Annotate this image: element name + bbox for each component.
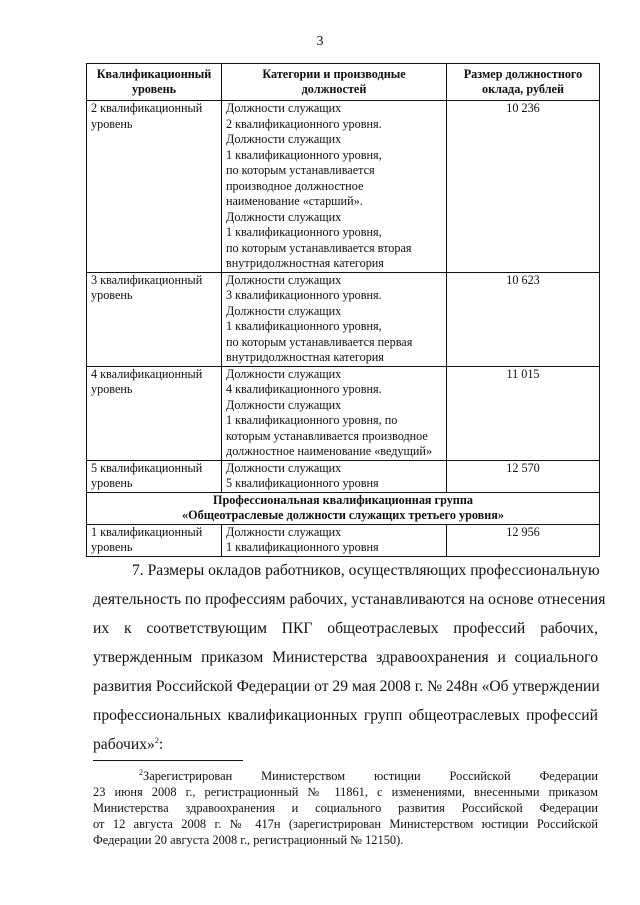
salary-cell: 12 956	[447, 524, 600, 556]
footnote-marker: 2	[139, 767, 143, 777]
paragraph-line: их к соответствующим ПКГ общеотраслевых профессий рабочих,	[93, 620, 598, 637]
category-line: внутридолжностная категория	[226, 256, 384, 270]
salary-cell: 10 623	[447, 272, 600, 366]
category-line: Должности служащих	[226, 366, 342, 381]
footnote-line: Министерства здравоохранения и социального развития Российской Федерации	[93, 801, 598, 815]
level-line: уровень	[91, 288, 133, 302]
group-header-line: «Общеотраслевые должности служащих третьего уровня»	[182, 508, 504, 522]
category-line: Должности служащих	[226, 397, 342, 412]
level-cell	[87, 524, 222, 556]
category-cell	[222, 101, 447, 273]
header-category-line: должностей	[301, 82, 367, 96]
table-row	[87, 272, 600, 366]
category-line: по которым устанавливается первая	[226, 334, 413, 349]
category-line: Должности служащих	[226, 132, 342, 146]
category-cell	[222, 272, 447, 366]
category-line: 1 квалификационного уровня, по	[226, 413, 398, 427]
level-line: уровень	[91, 476, 133, 490]
footnote	[93, 768, 598, 848]
table-row	[87, 101, 600, 273]
footnote-divider	[93, 760, 243, 761]
level-line: 5 квалификационный	[91, 460, 203, 475]
category-line: Должности служащих	[226, 303, 342, 318]
category-line: должностное наименование «ведущий»	[226, 444, 433, 458]
group-header-cell	[87, 492, 600, 524]
header-salary-line: Размер должностного	[463, 66, 583, 81]
category-line: которым устанавливается производное	[226, 428, 428, 443]
header-salary	[447, 64, 600, 101]
category-cell	[222, 366, 447, 460]
level-line: 4 квалификационный	[91, 366, 203, 381]
footnote-line: Зарегистрирован Министерством юстиции Российской Федерации	[143, 769, 598, 783]
category-line: Должности служащих	[226, 460, 342, 475]
level-cell	[87, 366, 222, 460]
category-line: Должности служащих	[226, 272, 342, 287]
footnote-line: от 12 августа 2008 г. № 417н (зарегистрирован Министерством юстиции Российской	[93, 817, 598, 831]
paragraph-line: рабочих»	[93, 736, 155, 753]
header-category	[222, 64, 447, 101]
paragraph-line: профессиональных квалификационных групп общеотраслевых профессий	[93, 707, 598, 724]
footnote-line: Федерации 20 августа 2008 г., регистрационный № 12150).	[93, 833, 404, 847]
category-line: Должности служащих	[226, 524, 342, 539]
paragraph-last-line	[93, 730, 598, 759]
level-line: уровень	[91, 382, 133, 396]
group-header-line: Профессиональная квалификационная группа	[213, 492, 473, 507]
footnote-first-line	[93, 768, 598, 784]
paragraph-line: утвержденным приказом Министерства здравоохранения и социального	[93, 649, 598, 666]
category-line: 3 квалификационного уровня.	[226, 288, 382, 302]
group-header-row	[87, 492, 600, 524]
header-level-line: уровень	[131, 82, 177, 96]
paragraph-line: деятельность по профессиям рабочих, устанавливаются на основе отнесения	[93, 591, 606, 608]
category-cell	[222, 524, 447, 556]
level-cell	[87, 460, 222, 492]
paragraph-line: 7. Размеры окладов работников, осуществляющих профессиональную	[132, 562, 600, 579]
footnote-reference[interactable]: 2	[154, 735, 159, 745]
salary-cell: 11 015	[447, 366, 600, 460]
level-line: уровень	[91, 540, 133, 554]
category-line: 1 квалификационного уровня	[226, 540, 379, 554]
paragraph-tail: :	[158, 736, 164, 753]
level-line: 1 квалификационный	[91, 524, 203, 539]
salary-cell: 12 570	[447, 460, 600, 492]
header-salary-line: оклада, рублей	[481, 82, 564, 96]
category-line: 4 квалификационного уровня.	[226, 382, 382, 396]
footnote-line: 23 июня 2008 г., регистрационный № 11861, с изменениями, внесенными приказом	[93, 785, 598, 799]
table-row	[87, 366, 600, 460]
category-line: 1 квалификационного уровня,	[226, 225, 382, 239]
table-row	[87, 524, 600, 556]
table-header-row	[87, 64, 600, 101]
level-cell	[87, 272, 222, 366]
paragraph-7	[93, 556, 606, 759]
header-category-line: Категории и производные	[262, 66, 406, 81]
category-line: наименование «старший».	[226, 194, 363, 208]
level-line: уровень	[91, 116, 133, 131]
category-line: Должности служащих	[226, 209, 342, 224]
category-line: по которым устанавливается	[226, 163, 375, 177]
category-line: внутридолжностная категория	[226, 350, 384, 364]
category-line: 1 квалификационного уровня,	[226, 319, 382, 333]
category-line: 5 квалификационного уровня	[226, 476, 379, 490]
salary-cell: 10 236	[447, 101, 600, 273]
level-line: 2 квалификационный	[91, 101, 203, 115]
header-level	[87, 64, 222, 101]
category-cell	[222, 460, 447, 492]
category-line: производное должностное	[226, 178, 364, 193]
page-number: 3	[316, 34, 324, 49]
paragraph-line: развития Российской Федерации от 29 мая 2008 г. № 248н «Об утверждении	[93, 678, 600, 695]
category-line: Должности служащих	[226, 101, 342, 115]
salary-table	[86, 63, 600, 557]
category-line: по которым устанавливается вторая	[226, 240, 412, 255]
category-line: 1 квалификационного уровня,	[226, 147, 382, 162]
level-cell	[87, 101, 222, 273]
category-line: 2 квалификационного уровня.	[226, 116, 382, 131]
table-row	[87, 460, 600, 492]
header-level-line: Квалификационный	[96, 66, 212, 81]
level-line: 3 квалификационный	[91, 272, 203, 287]
